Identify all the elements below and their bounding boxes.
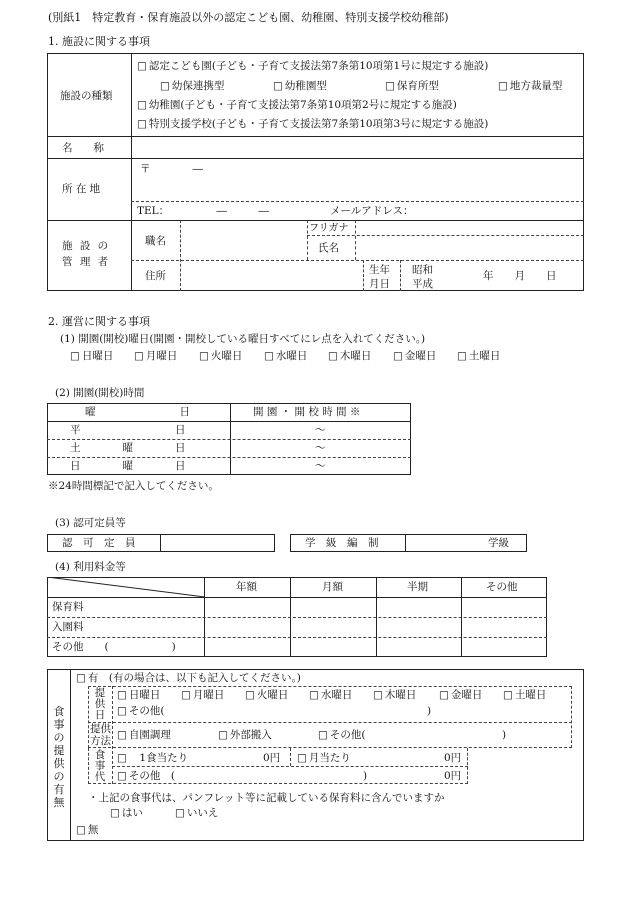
name-field[interactable] bbox=[132, 137, 584, 158]
checkbox-chiho[interactable]: □ 地方裁量型 bbox=[498, 81, 562, 92]
postal-mark: 〒 ― bbox=[140, 163, 203, 175]
per-meal-yen[interactable]: 0円 bbox=[263, 752, 281, 764]
fee-other-checkbox[interactable]: □ その他 ( bbox=[117, 771, 175, 782]
method-other-checkbox[interactable]: □ その他( ) bbox=[318, 730, 506, 741]
furigana-label: フリガナ bbox=[309, 223, 349, 234]
day-checkbox[interactable]: □ 火曜日 bbox=[199, 351, 242, 362]
meal-day-checkbox[interactable]: □ 木曜日 bbox=[373, 690, 416, 701]
day-checkbox[interactable]: □ 月曜日 bbox=[134, 351, 177, 362]
fee-row-hoikuryo: 保育料 bbox=[52, 601, 84, 613]
hours-row-weekday-value[interactable]: ～ bbox=[315, 424, 326, 436]
fee-other-close: ) bbox=[363, 770, 368, 782]
checkbox-tokubetsu[interactable]: □ 特別支援学校(子ども・子育て支援法第7条第10項第3号に規定する施設) bbox=[137, 119, 488, 130]
class-unit: 学級 bbox=[488, 537, 509, 549]
provide-day-label: 提供日 bbox=[94, 687, 106, 721]
manager-label-1: 施 設 の bbox=[62, 240, 111, 252]
ymd-label: 年 月 日 bbox=[483, 270, 557, 282]
section1-title: 1. 施設に関する事項 bbox=[48, 35, 150, 48]
era-showa: 昭和 bbox=[412, 264, 433, 276]
shimei-label: 氏名 bbox=[318, 242, 339, 254]
hours-row-sunday-value[interactable]: ～ bbox=[315, 460, 326, 472]
meal-day-checkbox[interactable]: □ 金曜日 bbox=[439, 690, 482, 701]
meal-side-label: 食事の提供の有無 bbox=[53, 705, 65, 809]
meal-day-checkbox[interactable]: □ 月曜日 bbox=[181, 690, 224, 701]
section2-title: 2. 運営に関する事項 bbox=[48, 315, 150, 328]
meal-day-checkbox[interactable]: □ 土曜日 bbox=[503, 690, 546, 701]
checkbox-yochien[interactable]: □ 幼稚園(子ども・子育て支援法第7条第10項第2号に規定する施設) bbox=[137, 100, 457, 111]
name-label: 名 称 bbox=[62, 142, 104, 154]
fee-title: (4) 利用料金等 bbox=[55, 561, 126, 573]
birth-label-2: 月日 bbox=[369, 278, 390, 290]
fee-other-yen[interactable]: 0円 bbox=[444, 770, 462, 782]
meal-fee-label: 食事代 bbox=[94, 749, 106, 783]
hours-note: ※24時間標記で記入してください。 bbox=[48, 480, 219, 492]
checkbox-yochien-gata[interactable]: □ 幼稚園型 bbox=[273, 81, 327, 92]
era-heisei: 平成 bbox=[412, 278, 433, 290]
hours-title: (2) 開園(開校)時間 bbox=[55, 387, 145, 399]
answer-no-checkbox[interactable]: □ いいえ bbox=[175, 808, 218, 819]
facility-type-label: 施設の種類 bbox=[60, 90, 113, 102]
job-title-label: 職名 bbox=[145, 235, 166, 247]
hours-row-saturday: 土 曜 日 bbox=[70, 442, 186, 454]
method-label: 提供方法 bbox=[90, 723, 111, 747]
hours-row-sunday: 日 曜 日 bbox=[70, 460, 186, 472]
per-month-checkbox[interactable]: □ 月当たり bbox=[297, 753, 351, 764]
hours-row-saturday-value[interactable]: ～ bbox=[315, 442, 326, 454]
document-header: (別紙1 特定教育・保育施設以外の認定こども園、幼稚園、特別支援学校幼稚部) bbox=[48, 11, 449, 24]
checkbox-nintei[interactable]: □ 認定こども園(子ども・子育て支援法第7条第10項第1号に規定する施設) bbox=[137, 61, 488, 72]
day-checkbox[interactable]: □ 木曜日 bbox=[328, 351, 371, 362]
fee-col-other: その他 bbox=[486, 581, 518, 593]
manager-address-label: 住所 bbox=[145, 270, 166, 282]
tel-label: TEL： ― ― bbox=[137, 205, 269, 217]
capacity-title: (3) 認可定員等 bbox=[55, 517, 126, 529]
day-checkbox[interactable]: □ 日曜日 bbox=[70, 351, 113, 362]
day-checkbox[interactable]: □ 水曜日 bbox=[264, 351, 307, 362]
fee-row-nyuenryo: 入園料 bbox=[52, 621, 84, 633]
per-month-yen[interactable]: 0円 bbox=[444, 752, 462, 764]
meal-day-checkbox[interactable]: □ 水曜日 bbox=[309, 690, 352, 701]
capacity-label: 認 可 定 員 bbox=[62, 537, 136, 549]
meal-yes-checkbox[interactable]: □ 有 (有の場合は、以下も記入してください。) bbox=[76, 673, 301, 684]
day-checkbox[interactable]: □ 土曜日 bbox=[457, 351, 500, 362]
hours-header-time: 開 園 ・ 開 校 時 間 ※ bbox=[253, 406, 361, 418]
fee-header-diagonal bbox=[47, 577, 205, 597]
day-checkbox[interactable]: □ 金曜日 bbox=[393, 351, 436, 362]
meal-no-checkbox[interactable]: □ 無 bbox=[76, 825, 98, 836]
class-label: 学 級 編 制 bbox=[305, 537, 379, 549]
meal-day-other-checkbox[interactable]: □ その他( ) bbox=[117, 706, 431, 717]
checkbox-renkei[interactable]: □ 幼保連携型 bbox=[160, 81, 224, 92]
days-title: (1) 開園(開校)曜日(開園・開校している曜日すべてにレ点を入れてください。) bbox=[60, 333, 426, 345]
meal-day-checkbox[interactable]: □ 火曜日 bbox=[245, 690, 288, 701]
fee-row-other: その他 ( ) bbox=[52, 641, 176, 653]
hours-header-day: 曜 日 bbox=[85, 406, 190, 418]
fee-col-half: 半期 bbox=[407, 581, 428, 593]
per-meal-checkbox[interactable]: □ 1食当たり bbox=[117, 753, 188, 764]
fee-col-month: 月額 bbox=[322, 581, 343, 593]
method-ext-checkbox[interactable]: □ 外部搬入 bbox=[218, 730, 272, 741]
fee-col-year: 年額 bbox=[236, 581, 257, 593]
meal-day-checkbox[interactable]: □ 日曜日 bbox=[117, 690, 160, 701]
birth-label-1: 生年 bbox=[369, 264, 390, 276]
checkbox-hoikusho-gata[interactable]: □ 保育所型 bbox=[385, 81, 439, 92]
hours-row-weekday: 平 日 bbox=[70, 424, 186, 436]
method-own-checkbox[interactable]: □ 自園調理 bbox=[117, 730, 171, 741]
answer-yes-checkbox[interactable]: □ はい bbox=[110, 808, 143, 819]
meal-question: ・上記の食事代は、パンフレット等に記載している保育料に含んでいますか bbox=[88, 792, 445, 804]
address-label: 所 在 地 bbox=[62, 183, 101, 195]
manager-label-2: 管 理 者 bbox=[62, 256, 111, 268]
mail-label: メールアドレス： bbox=[330, 205, 414, 217]
